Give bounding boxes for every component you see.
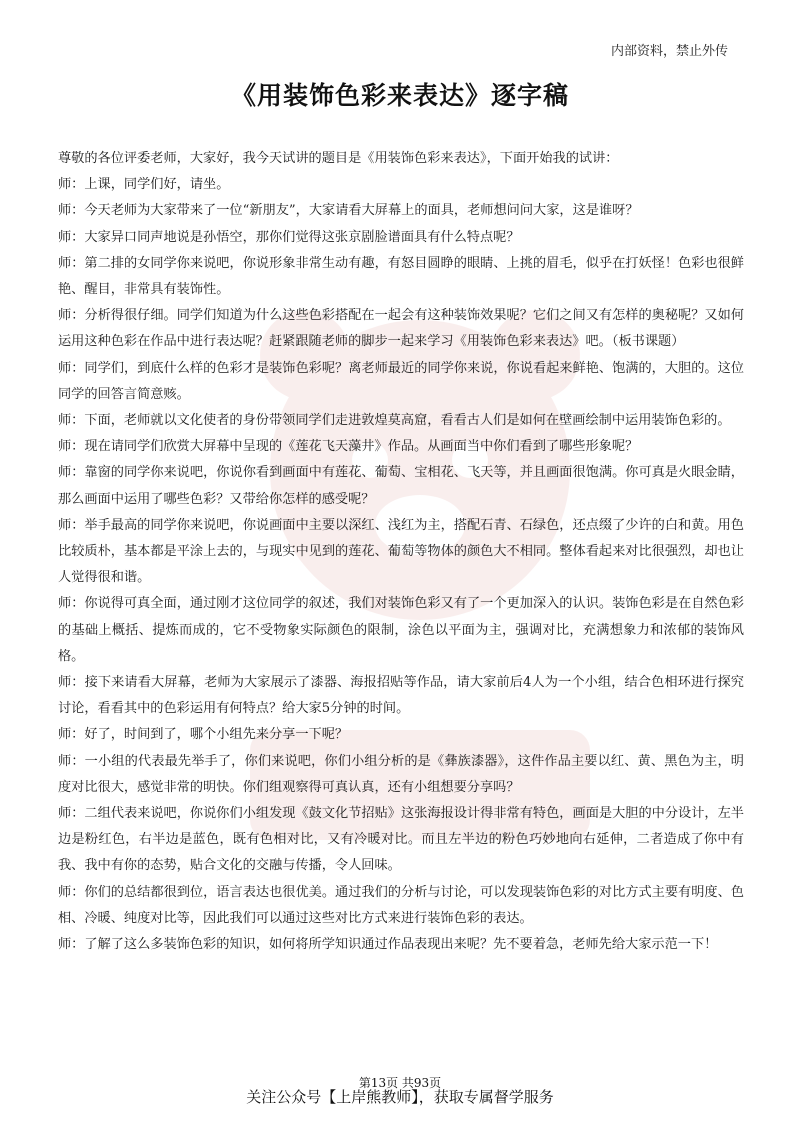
document-body <box>58 146 744 958</box>
paragraph: 师：二组代表来说吧，你说你们小组发现《鼓文化节招贴》这张海报设计得非常有特色，画面是大胆的中分设计，左半边是粉红色，右半边是蓝色，既有色相对比，又有冷暖对比。而且左半边的粉色巧妙地向右延伸，二者造成了你中有我、我中有你的态势，贴合文化的交融与传播，令人回味。 <box>58 806 744 874</box>
paragraph: 师：上课，同学们好，请坐。 <box>58 177 230 193</box>
paragraph: 师：接下来请看大屏幕，老师为大家展示了漆器、海报招贴等作品，请大家前后4人为一个小组，结合色相环进行探究讨论，看看其中的色彩运用有何特点？给大家5分钟的时间。 <box>58 675 744 717</box>
paragraph: 师：分析得很仔细。同学们知道为什么这些色彩搭配在一起会有这种装饰效果呢？它们之间又有怎样的奥秘呢？又如何运用这种色彩在作品中进行表达呢？赶紧跟随老师的脚步一起来学习《用装饰色彩来表达》吧。（板书课题） <box>58 308 744 350</box>
paragraph: 师：今天老师为大家带来了一位“新朋友”，大家请看大屏幕上的面具，老师想问问大家，这是谁呀？ <box>58 203 639 219</box>
document-title: 《用装饰色彩来表达》逐字稿 <box>230 81 569 110</box>
paragraph: 师：现在请同学们欣赏大屏幕中呈现的《莲花飞天藻井》作品。从画面当中你们看到了哪些形象呢？ <box>58 439 639 455</box>
paragraph: 师：举手最高的同学你来说吧，你说画面中主要以深红、浅红为主，搭配石青、石绿色，还点缀了少许的白和黄。用色比较质朴，基本都是平涂上去的，与现实中见到的莲花、葡萄等物体的颜色大不相同。整体看起来对比很强烈，却也让人觉得很和谐。 <box>58 517 744 586</box>
paragraph: 师：靠窗的同学你来说吧，你说你看到画面中有莲花、葡萄、宝相花、飞天等，并且画面很饱满。你可真是火眼金睛，那么画面中运用了哪些色彩？又带给你怎样的感受呢？ <box>58 465 744 507</box>
paragraph: 师：你们的总结都很到位，语言表达也很优美。通过我们的分析与讨论，可以发现装饰色彩的对比方式主要有明度、色相、冷暖、纯度对比等，因此我们可以通过这些对比方式来进行装饰色彩的表达。 <box>58 884 744 926</box>
paragraph: 师：第二排的女同学你来说吧，你说形象非常生动有趣，有怒目圆睁的眼睛、上挑的眉毛，似乎在打妖怪！色彩也很鲜艳、醒目，非常具有装饰性。 <box>58 255 744 298</box>
confidential-note: 内部资料，禁止外传 <box>610 44 728 59</box>
page-number: 第13页 共93页 <box>358 1076 442 1090</box>
paragraph: 尊敬的各位评委老师，大家好，我今天试讲的题目是《用装饰色彩来表达》，下面开始我的试讲： <box>58 151 619 166</box>
footer-promo: 关注公众号【上岸熊教师】，获取专属督学服务 <box>246 1088 554 1106</box>
paragraph: 师：你说得可真全面，通过刚才这位同学的叙述，我们对装饰色彩又有了一个更加深入的认识。装饰色彩是在自然色彩的基础上概括、提炼而成的，它不受物象实际颜色的限制，涂色以平面为主，强调对比，充满想象力和浓郁的装饰风格。 <box>58 596 744 664</box>
paragraph: 师：下面，老师就以文化使者的身份带领同学们走进敦煌莫高窟，看看古人们是如何在壁画绘制中运用装饰色彩的。 <box>58 413 731 429</box>
paragraph: 师：了解了这么多装饰色彩的知识，如何将所学知识通过作品表现出来呢？先不要着急，老师先给大家示范一下！ <box>58 937 718 953</box>
paragraph: 师：好了，时间到了，哪个小组先来分享一下呢？ <box>58 727 349 743</box>
paragraph: 师：同学们，到底什么样的色彩才是装饰色彩呢？离老师最近的同学你来说，你说看起来鲜艳、饱满的，大胆的。这位同学的回答言简意赅。 <box>58 360 744 402</box>
paragraph: 师：大家异口同声地说是孙悟空，那你们觉得这张京剧脸谱面具有什么特点呢？ <box>58 229 520 245</box>
paragraph: 师：一小组的代表最先举手了，你们来说吧，你们小组分析的是《彝族漆器》，这件作品主要以红、黄、黑色为主，明度对比很大，感觉非常的明快。你们组观察得可真认真，还有小组想要分享吗？ <box>58 753 744 795</box>
